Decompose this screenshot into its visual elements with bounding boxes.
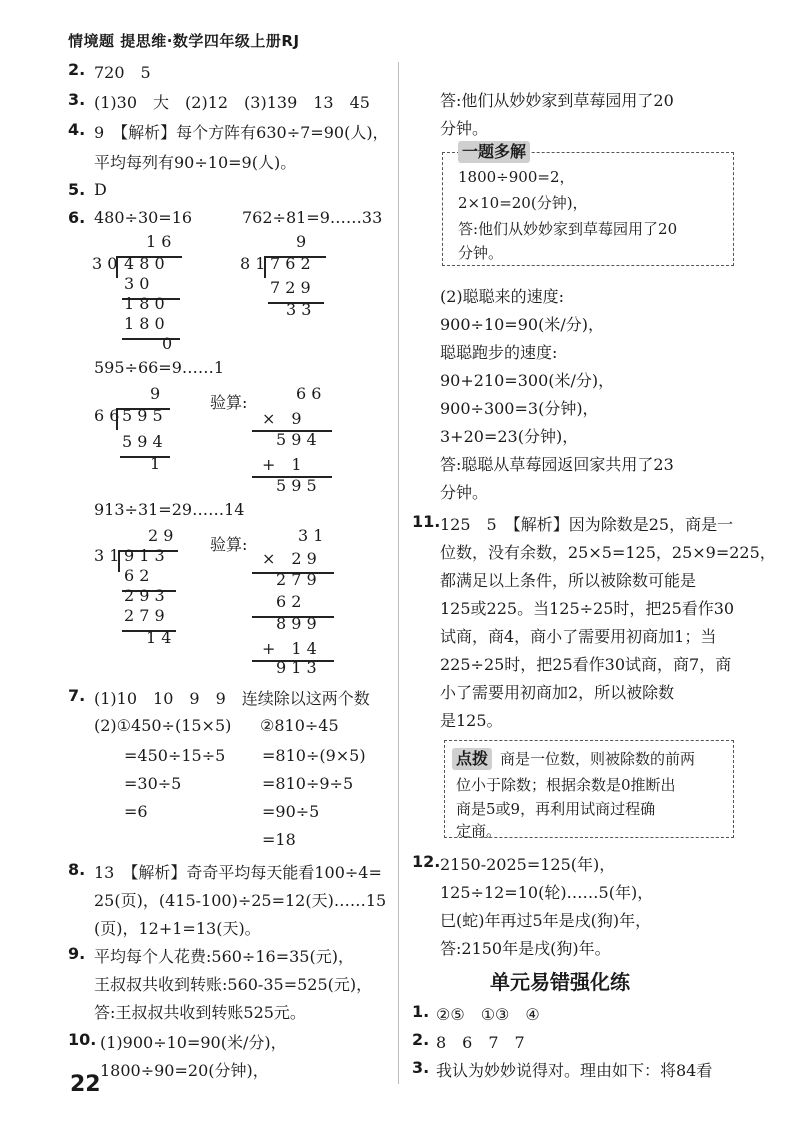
q10-answer: (1)900÷10=90(米/分)， — [100, 1033, 287, 1052]
remainder: 1 4 — [146, 628, 172, 647]
divisor: 3 1 — [94, 546, 120, 565]
rule — [120, 456, 170, 458]
q7-step: =810÷(9×5) — [262, 746, 366, 765]
divisor: 8 1 — [240, 254, 266, 273]
dividend: 4 8 0 — [124, 254, 165, 273]
step-1: 5 9 4 — [122, 432, 163, 451]
check-label: 验算: — [210, 535, 248, 554]
q6-eq-c: 595÷66=9……1 — [94, 358, 225, 377]
partial-1: 2 7 9 — [276, 570, 317, 589]
answer-line: 3+20=23(分钟)， — [440, 427, 579, 446]
sum: 5 9 5 — [276, 476, 317, 495]
s1-number: 1. — [412, 1002, 430, 1021]
q11-line: 试商，商4，商小了需要用初商加1；当 — [440, 627, 717, 646]
q10-answer-line2: 1800÷90=20(分钟)， — [100, 1061, 269, 1080]
answer-line: 90+210=300(米/分)， — [440, 371, 615, 390]
quotient: 2 9 — [148, 526, 174, 545]
q6-eq-d: 913÷31=29……14 — [94, 500, 245, 519]
box-line: 1800÷900=2， — [458, 168, 575, 186]
q3-answer: (1)30 大 (2)12 (3)139 13 45 — [94, 93, 370, 112]
multiple-solutions-tag: 一题多解 — [458, 141, 530, 163]
q12-number: 12. — [412, 852, 441, 871]
answer-line: 答:他们从妙妙家到草莓园用了20 — [440, 91, 674, 110]
q4-answer: 9 【解析】每个方阵有630÷7=90(人)， — [94, 123, 389, 142]
factor-a: 3 1 — [298, 526, 324, 545]
q7-part2-b: ②810÷45 — [260, 716, 339, 735]
answer-line: 分钟。 — [440, 483, 489, 502]
s3-answer: 我认为妙妙说得对。理由如下：将84看 — [436, 1061, 713, 1080]
dividend: 7 6 2 — [270, 254, 311, 273]
s2-answer: 8 6 7 7 — [436, 1033, 525, 1052]
q8-answer-line2: 25(页)，(415-100)÷25=12(天)……15 — [94, 891, 387, 910]
step-3: 2 7 9 — [124, 606, 165, 625]
divisor: 6 6 — [94, 406, 120, 425]
dividend: 5 9 5 — [122, 406, 163, 425]
step-1: 7 2 9 — [270, 278, 311, 297]
s1-answer: ②⑤ ①③ ④ — [436, 1005, 540, 1024]
check-label: 验算: — [210, 393, 248, 412]
q7-step: =90÷5 — [262, 802, 320, 821]
q4-number: 4. — [68, 120, 86, 139]
q2-number: 2. — [68, 60, 86, 79]
q11-line: 位数，没有余数，25×5=125，25×9=225， — [440, 543, 776, 562]
q8-answer-line3: (页)，12+1=13(天)。 — [94, 919, 261, 938]
factor-b: × 2 9 — [262, 549, 317, 568]
q9-answer-line3: 答:王叔叔共收到转账525元。 — [94, 1003, 306, 1022]
q12-line: 巳(蛇)年再过5年是戌(狗)年， — [440, 911, 652, 930]
q5-number: 5. — [68, 180, 86, 199]
q11-answer: 125 5 【解析】因为除数是25，商是一 — [440, 515, 734, 534]
product: 8 9 9 — [276, 614, 317, 633]
q11-line: 是125。 — [440, 711, 503, 730]
q9-number: 9. — [68, 944, 86, 963]
box-line: 分钟。 — [458, 244, 504, 262]
partial-2: 6 2 — [276, 592, 302, 611]
tip-tag: 点拨 — [452, 748, 492, 770]
quotient: 9 — [296, 232, 307, 251]
section-title: 单元易错强化练 — [490, 970, 630, 994]
tip-line: 位小于除数；根据余数是0推断出 — [456, 776, 676, 794]
product: 5 9 4 — [276, 430, 317, 449]
q7-step: =6 — [124, 802, 148, 821]
q10-number: 10. — [68, 1030, 97, 1049]
factor-b: × 9 — [262, 409, 302, 428]
q7-step: =30÷5 — [124, 774, 182, 793]
answer-line: (2)聪聪来的速度: — [440, 287, 565, 306]
q12-line: 125÷12=10(轮)……5(年)， — [440, 883, 654, 902]
q4-answer-line2: 平均每列有90÷10=9(人)。 — [94, 153, 297, 172]
q12-answer: 2150-2025=125(年)， — [440, 855, 616, 874]
q7-part1: (1)10 10 9 9 连续除以这两个数 — [94, 689, 370, 708]
s3-number: 3. — [412, 1058, 430, 1077]
box-line: 2×10=20(分钟)， — [458, 194, 588, 212]
q2-answer: 720 5 — [94, 63, 151, 82]
q7-part2-a: (2)①450÷(15×5) — [94, 716, 232, 735]
page-number: 22 — [70, 1072, 101, 1097]
q6-eq-a: 480÷30=16 — [94, 208, 193, 227]
q3-number: 3. — [68, 90, 86, 109]
q5-answer: D — [94, 180, 107, 199]
dividend: 9 1 3 — [124, 546, 165, 565]
answer-line: 分钟。 — [440, 119, 489, 138]
quotient: 1 6 — [146, 232, 172, 251]
q6-eq-b: 762÷81=9……33 — [242, 208, 383, 227]
step-1: 6 2 — [124, 566, 150, 585]
divisor: 3 0 — [92, 254, 118, 273]
remainder: 1 — [150, 454, 161, 473]
running-header: 情境题 提思维·数学四年级上册RJ — [68, 32, 300, 50]
q9-answer-line2: 王叔叔共收到转账:560-35=525(元)， — [94, 975, 373, 994]
step-1: 3 0 — [124, 274, 150, 293]
step-3: 1 8 0 — [124, 314, 165, 333]
tip-line: 商是一位数，则被除数的前两 — [500, 750, 696, 768]
q6-number: 6. — [68, 208, 86, 227]
q11-line: 小了需要用初商加2，所以被除数 — [440, 683, 675, 702]
quotient: 9 — [150, 384, 161, 403]
answer-line: 答:聪聪从草莓园返回家共用了23 — [440, 455, 674, 474]
q11-line: 225÷25时，把25看作30试商，商7，商 — [440, 655, 732, 674]
q7-step: =450÷15÷5 — [124, 746, 226, 765]
s2-number: 2. — [412, 1030, 430, 1049]
tip-line: 商是5或9，再利用试商过程确 — [456, 800, 656, 818]
sum: 9 1 3 — [276, 658, 317, 677]
q9-answer: 平均每个人花费:560÷16=35(元)， — [94, 947, 354, 966]
factor-a: 6 6 — [296, 384, 322, 403]
addend: + 1 4 — [262, 639, 317, 658]
q8-answer: 13 【解析】奇奇平均每天能看100÷4= — [94, 863, 382, 882]
q8-number: 8. — [68, 860, 86, 879]
q11-line: 都满足以上条件，所以被除数可能是 — [440, 571, 697, 590]
tip-line: 定商。 — [456, 822, 502, 840]
q11-number: 11. — [412, 512, 441, 531]
answer-line: 900÷10=90(米/分)， — [440, 315, 604, 334]
remainder: 0 — [162, 334, 173, 353]
q7-step: =18 — [262, 830, 296, 849]
q7-number: 7. — [68, 686, 86, 705]
column-divider — [398, 62, 399, 1084]
box-line: 答:他们从妙妙家到草莓园用了20 — [458, 220, 678, 238]
answer-line: 900÷300=3(分钟)， — [440, 399, 599, 418]
addend: + 1 — [262, 455, 302, 474]
answer-line: 聪聪跑步的速度: — [440, 343, 558, 362]
q12-line: 答:2150年是戌(狗)年。 — [440, 939, 611, 958]
step-2: 2 9 3 — [124, 586, 165, 605]
remainder: 3 3 — [286, 300, 312, 319]
q7-step: =810÷9÷5 — [262, 774, 354, 793]
step-2: 1 8 0 — [124, 294, 165, 313]
q11-line: 125或225。当125÷25时，把25看作30 — [440, 599, 735, 618]
